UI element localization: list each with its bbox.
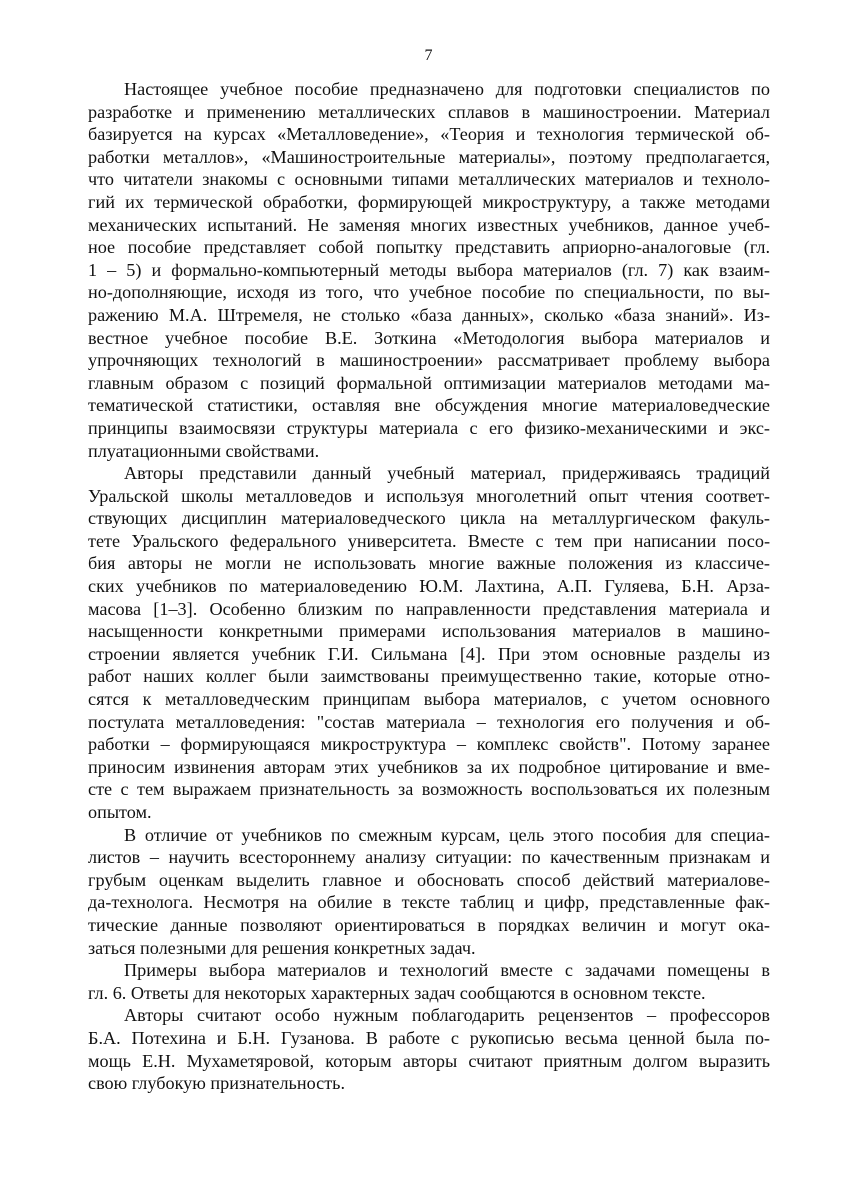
text-line: масова [1–3]. Особенно близким по направленности представления материала и [88, 598, 770, 619]
text-line: главным образом с позиций формальной оптимизации материалов методами ма- [88, 372, 770, 393]
text-line: тете Уральского федерального университета. Вместе с тем при написании посо- [88, 530, 770, 551]
text-line: листов – научить всестороннему анализу ситуации: по качественным признакам и [88, 847, 770, 868]
text-line: Настоящее учебное пособие предназначено для подготовки специалистов по [124, 79, 770, 99]
text-line: бия авторы не могли не использовать многие важные положения из классиче- [88, 553, 770, 574]
text-line: приносим извинения авторам этих учебников за их подробное цитирование и вме- [88, 756, 770, 777]
text-line: что читатели знакомы с основными типами металлических материалов и техноло- [88, 169, 770, 190]
text-line: постулата металловедения: "состав материала – технология его получения и об- [88, 711, 770, 732]
paragraph-5 [88, 1004, 770, 1094]
text-line: свою глубокую признательность. [88, 1073, 345, 1094]
text-line: работки – формирующаяся микроструктура – комплекс свойств". Потому заранее [88, 734, 770, 755]
text-line: мощь Е.Н. Мухаметяровой, которым авторы считают приятным долгом выразить [88, 1050, 770, 1071]
text-line: сятся к металловедческим принципам выбора материалов, с учетом основного [88, 689, 770, 710]
text-line: да-технолога. Несмотря на обилие в тексте таблиц и цифр, представленные фак- [88, 892, 770, 913]
text-line: насыщенности конкретными примерами использования материалов в машино- [88, 621, 770, 642]
text-line: разработке и применению металлических сплавов в машиностроении. Материал [88, 101, 770, 122]
text-line: ских учебников по материаловедению Ю.М. Лахтина, А.П. Гуляева, Б.Н. Арза- [88, 576, 770, 597]
text-line: Авторы считают особо нужным поблагодарить рецензентов – профессоров [124, 1005, 770, 1026]
page-number: 7 [424, 47, 433, 64]
text-line: Уральской школы металловедов и используя многолетний опыт чтения соответ- [88, 485, 770, 506]
page-body [88, 78, 770, 1095]
text-line: ное пособие представляет собой попытку представить априорно-аналоговые (гл. [88, 237, 770, 258]
paragraph-4 [88, 959, 770, 1004]
text-line: работки металлов», «Машиностроительные материалы», поэтому предполагается, [88, 146, 770, 167]
paragraph-2 [88, 462, 770, 824]
text-line: вестное учебное пособие В.Е. Зоткина «Методология выбора материалов и [88, 327, 770, 348]
text-line: ражению М.А. Штремеля, не столько «база данных», сколько «база знаний». Из- [88, 304, 770, 325]
text-line: строении является учебник Г.И. Сильмана [4]. При этом основные разделы из [88, 643, 770, 664]
text-line: работ наших коллег были заимствованы преимущественно такие, которые отно- [88, 666, 770, 687]
text-line: механических испытаний. Не заменяя многих известных учебников, данное учеб- [88, 214, 770, 235]
text-line: Примеры выбора материалов и технологий вместе с задачами помещены в [124, 960, 770, 981]
text-line: опытом. [88, 802, 152, 822]
text-line: тические данные позволяют ориентироваться в порядках величин и могут ока- [88, 914, 770, 935]
text-line: плуатационными свойствами. [88, 440, 320, 461]
text-line: но-дополняющие, исходя из того, что учебное пособие по специальности, по вы- [88, 282, 770, 303]
text-line: заться полезными для решения конкретных задач. [88, 937, 476, 958]
text-line: грубым оценкам выделить главное и обосновать способ действий материалове- [88, 869, 770, 890]
paragraph-1 [88, 78, 770, 462]
paragraph-3 [88, 824, 770, 960]
text-line: В отличие от учебников по смежным курсам, цель этого пособия для специа- [124, 824, 770, 845]
text-line: гий их термической обработки, формирующей микроструктуру, а также методами [88, 191, 770, 212]
text-line: тематической статистики, оставляя вне обсуждения многие материаловедческие [88, 395, 770, 416]
text-line: ствующих дисциплин материаловедческого цикла на металлургическом факуль- [88, 508, 770, 529]
text-line: Б.А. Потехина и Б.Н. Гузанова. В работе с рукописью весьма ценной была по- [88, 1027, 770, 1048]
text-line: упрочняющих технологий в машиностроении» рассматривает проблему выбора [88, 350, 770, 371]
text-line: сте с тем выражаем признательность за возможность воспользоваться их полезным [88, 779, 770, 800]
text-line: базируется на курсах «Металловедение», «Теория и технология термической об- [88, 124, 770, 145]
text-line: принципы взаимосвязи структуры материала с его физико-механическими и экс- [88, 417, 770, 438]
text-line: гл. 6. Ответы для некоторых характерных задач сообщаются в основном тексте. [88, 982, 706, 1003]
text-line: Авторы представили данный учебный материал, придерживаясь традиций [124, 463, 770, 484]
text-line: 1 – 5) и формально-компьютерный методы выбора материалов (гл. 7) как взаим- [88, 259, 770, 280]
